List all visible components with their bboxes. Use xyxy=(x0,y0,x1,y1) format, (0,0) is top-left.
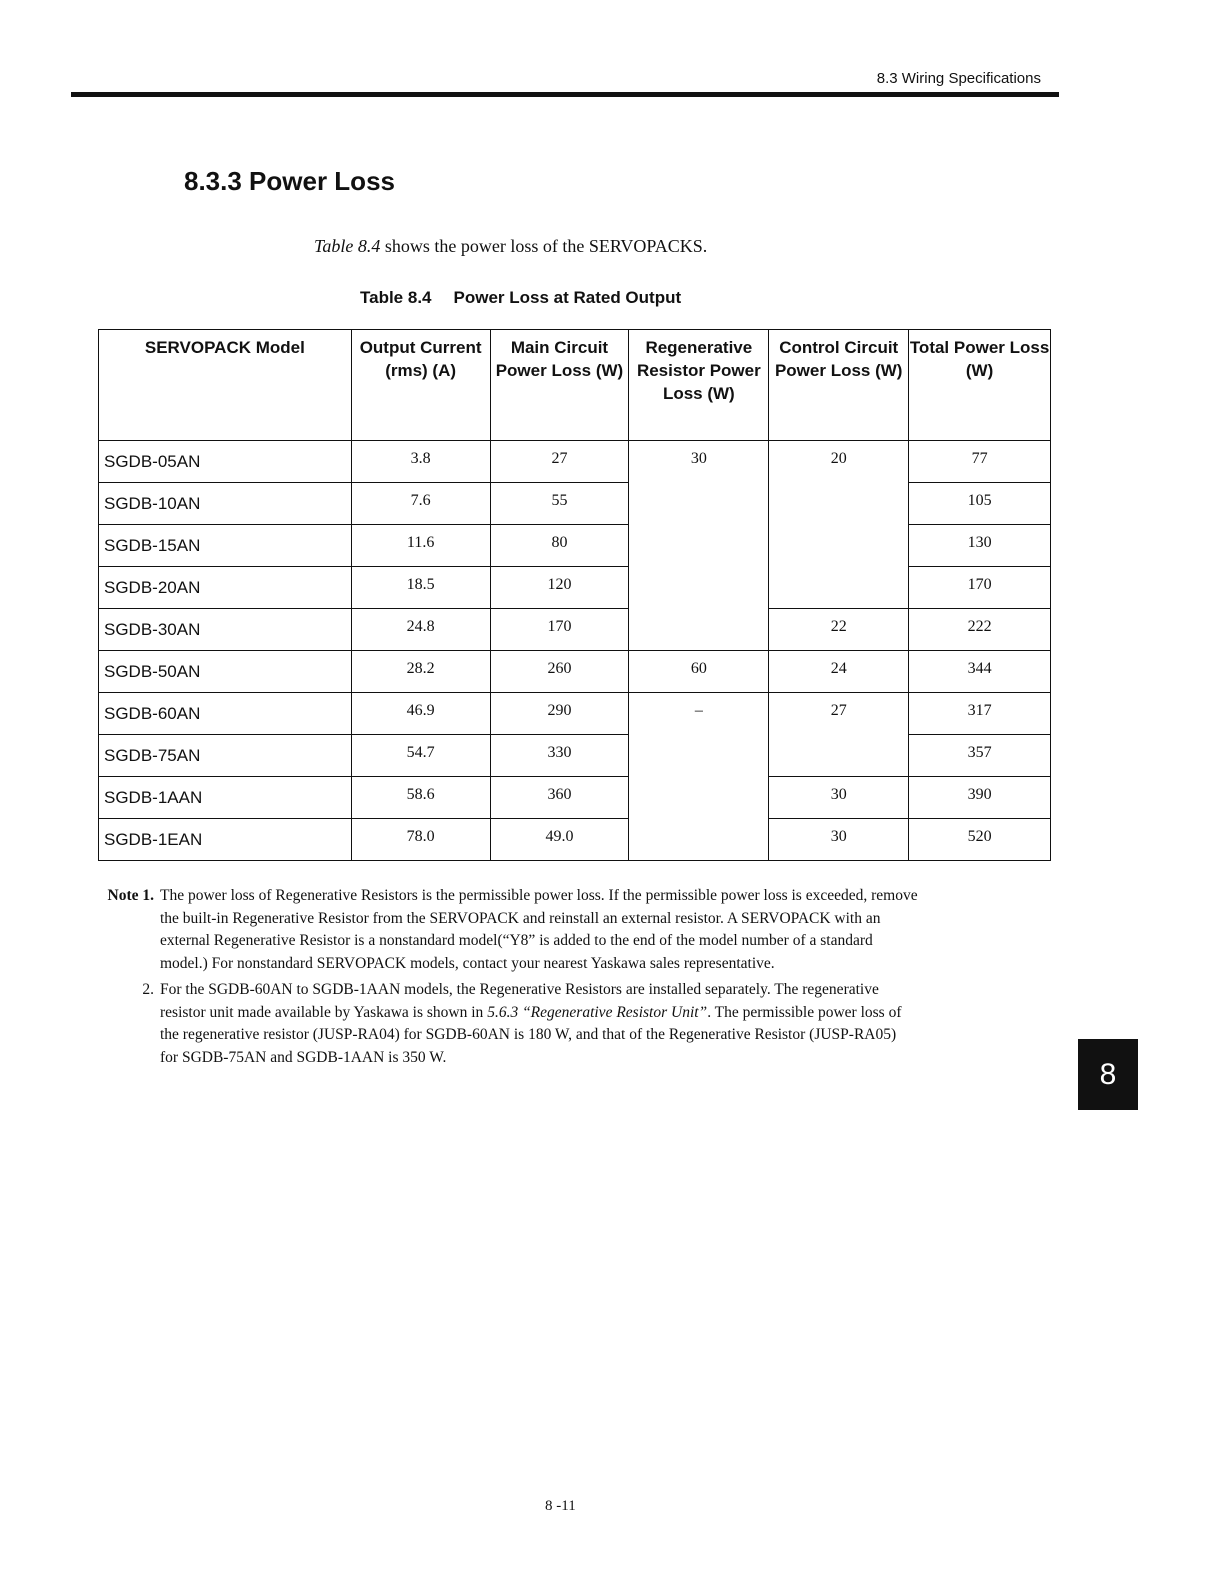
table-row xyxy=(99,777,1051,819)
table-header-row xyxy=(99,330,1051,441)
total-loss-cell: 344 xyxy=(909,651,1051,693)
table-caption-number: Table 8.4 xyxy=(360,288,432,307)
table-row xyxy=(99,819,1051,861)
control-loss-cell: 27 xyxy=(769,693,909,777)
table-row xyxy=(99,567,1051,609)
header-control-circuit: Control Circuit Power Loss (W) xyxy=(769,330,909,441)
control-loss-cell: 20 xyxy=(769,441,909,609)
chapter-tab-marker: 8 xyxy=(1078,1039,1138,1110)
main-loss-cell: 330 xyxy=(490,735,629,777)
power-loss-table xyxy=(98,329,1051,861)
table-row xyxy=(99,441,1051,483)
table-row xyxy=(99,525,1051,567)
main-loss-cell: 80 xyxy=(490,525,629,567)
main-loss-cell: 360 xyxy=(490,777,629,819)
model-cell: SGDB-10AN xyxy=(99,483,352,525)
section-title: 8.3.3 Power Loss xyxy=(184,166,395,196)
header-model: SERVOPACK Model xyxy=(99,330,352,441)
header-rule xyxy=(71,92,1059,97)
total-loss-cell: 520 xyxy=(909,819,1051,861)
note-1-label: Note 1. xyxy=(107,887,154,904)
main-loss-cell: 290 xyxy=(490,693,629,735)
total-loss-cell: 357 xyxy=(909,735,1051,777)
note-2 xyxy=(98,979,918,1069)
regen-loss-cell: 30 xyxy=(629,441,769,651)
regen-loss-cell: – xyxy=(629,693,769,861)
running-header: 8.3 Wiring Specifications xyxy=(876,70,1041,87)
current-cell: 28.2 xyxy=(351,651,490,693)
current-cell: 58.6 xyxy=(351,777,490,819)
table-reference: Table 8.4 xyxy=(314,236,381,256)
total-loss-cell: 105 xyxy=(909,483,1051,525)
current-cell: 3.8 xyxy=(351,441,490,483)
model-cell: SGDB-75AN xyxy=(99,735,352,777)
current-cell: 18.5 xyxy=(351,567,490,609)
model-cell: SGDB-60AN xyxy=(99,693,352,735)
model-cell: SGDB-1EAN xyxy=(99,819,352,861)
regen-loss-cell: 60 xyxy=(629,651,769,693)
model-cell: SGDB-50AN xyxy=(99,651,352,693)
control-loss-cell: 24 xyxy=(769,651,909,693)
model-cell: SGDB-20AN xyxy=(99,567,352,609)
table-row xyxy=(99,651,1051,693)
table-row xyxy=(99,483,1051,525)
note-1 xyxy=(98,885,918,975)
control-loss-cell: 30 xyxy=(769,819,909,861)
table-row xyxy=(99,735,1051,777)
model-cell: SGDB-30AN xyxy=(99,609,352,651)
total-loss-cell: 222 xyxy=(909,609,1051,651)
note-2-text-a: For the SGDB-60AN to SGDB-1AAN models, the Regenerative Resistors are installed separately. The regenerative resistor unit made available by Yaskawa is shown in xyxy=(160,981,879,1021)
table-caption-title: Power Loss at Rated Output xyxy=(453,288,682,307)
note-2-label: 2. xyxy=(142,981,154,998)
table-row xyxy=(99,609,1051,651)
page-number: 8 -11 xyxy=(545,1498,576,1514)
main-loss-cell: 120 xyxy=(490,567,629,609)
total-loss-cell: 130 xyxy=(909,525,1051,567)
model-cell: SGDB-15AN xyxy=(99,525,352,567)
header-regen-resistor: Regenerative Resistor Power Loss (W) xyxy=(629,330,769,441)
control-loss-cell: 30 xyxy=(769,777,909,819)
header-total-power: Total Power Loss (W) xyxy=(909,330,1051,441)
total-loss-cell: 317 xyxy=(909,693,1051,735)
model-cell: SGDB-1AAN xyxy=(99,777,352,819)
current-cell: 54.7 xyxy=(351,735,490,777)
main-loss-cell: 55 xyxy=(490,483,629,525)
current-cell: 78.0 xyxy=(351,819,490,861)
current-cell: 24.8 xyxy=(351,609,490,651)
table-notes xyxy=(98,885,918,1073)
main-loss-cell: 170 xyxy=(490,609,629,651)
current-cell: 46.9 xyxy=(351,693,490,735)
total-loss-cell: 390 xyxy=(909,777,1051,819)
header-output-current: Output Current (rms) (A) xyxy=(351,330,490,441)
table-caption xyxy=(360,288,681,308)
current-cell: 7.6 xyxy=(351,483,490,525)
note-2-text-b: . The permissible power loss of the regenerative resistor (JUSP-RA04) for SGDB-60AN is 180 W, and that of the Regenerative Resistor (JUSP-RA05) for SGDB-75AN and SGDB-1AAN is 350 W. xyxy=(160,1003,902,1066)
header-main-circuit: Main Circuit Power Loss (W) xyxy=(490,330,629,441)
intro-text: shows the power loss of the SERVOPACKS. xyxy=(380,236,708,256)
current-cell: 11.6 xyxy=(351,525,490,567)
total-loss-cell: 77 xyxy=(909,441,1051,483)
note-1-text: The power loss of Regenerative Resistors is the permissible power loss. If the permissible power loss is exceeded, remove the built-in Regenerative Resistor from the SERVOPACK and reinstall an external resistor. A SERVOPACK with an external Regenerative Resistor is a nonstandard model(“Y8” is added to the end of the model number of a standard model.) For nonstandard SERVOPACK models, contact your nearest Yaskawa sales representative. xyxy=(160,887,918,972)
main-loss-cell: 260 xyxy=(490,651,629,693)
main-loss-cell: 27 xyxy=(490,441,629,483)
table-row xyxy=(99,693,1051,735)
model-cell: SGDB-05AN xyxy=(99,441,352,483)
total-loss-cell: 170 xyxy=(909,567,1051,609)
note-2-reference: 5.6.3 “Regenerative Resistor Unit” xyxy=(487,1003,708,1021)
main-loss-cell: 49.0 xyxy=(490,819,629,861)
control-loss-cell: 22 xyxy=(769,609,909,651)
intro-paragraph xyxy=(314,236,707,257)
